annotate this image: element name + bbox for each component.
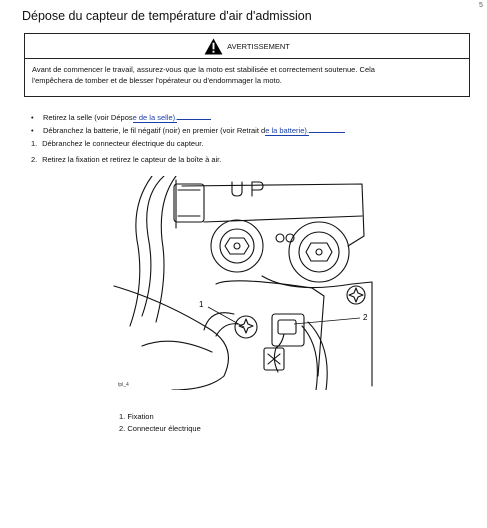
page-title: Dépose du capteur de température d'air d'admission xyxy=(22,9,312,23)
warning-label: AVERTISSEMENT xyxy=(227,41,290,51)
warning-text-line: l'empêchera de tomber et de blesser l'opérateur ou d'endommager la moto. xyxy=(32,76,282,85)
legend-label: Fixation xyxy=(127,412,154,421)
step-number: 2. xyxy=(31,155,38,164)
seat-removal-link[interactable]: e de la selle). xyxy=(132,113,178,122)
step-text: Retirez la fixation et retirez le capteur de la boîte à air. xyxy=(42,155,222,164)
warning-text-line: Avant de commencer le travail, assurez-vous que la moto est stabilisée et correctement soutenue. Cela xyxy=(32,65,375,74)
step-marker: • xyxy=(31,126,34,135)
step-number: 1. xyxy=(31,139,38,148)
link-underline xyxy=(309,124,345,133)
step-text: Débranchez le connecteur électrique du capteur. xyxy=(42,139,204,148)
legend-number: 1. xyxy=(119,412,126,421)
procedure-steps xyxy=(31,111,345,166)
warning-triangle-icon xyxy=(204,38,223,55)
page-corner-mark: 5 xyxy=(479,2,483,9)
warning-text xyxy=(25,59,469,86)
battery-removal-link[interactable]: e la batterie). xyxy=(265,126,309,135)
sensor-location-illustration xyxy=(112,176,374,390)
legend-number: 2. xyxy=(119,424,126,433)
callout-2: 2 xyxy=(363,313,368,322)
callout-1: 1 xyxy=(199,300,204,309)
step-disconnect-connector xyxy=(31,137,345,150)
link-underline xyxy=(177,111,211,120)
step-disconnect-battery xyxy=(31,124,345,137)
legend-label: Connecteur électrique xyxy=(127,424,201,433)
figure-code: tpl_4 xyxy=(118,382,129,388)
step-text: Débranchez la batterie, le fil négatif (noir) en premier (voir Retrait d xyxy=(43,126,266,135)
step-text: Retirez la selle (voir Dépos xyxy=(43,113,133,122)
step-marker: • xyxy=(31,113,34,122)
step-remove-sensor xyxy=(31,153,345,166)
warning-box xyxy=(24,33,470,97)
figure-legend xyxy=(119,411,201,435)
warning-header xyxy=(25,34,469,59)
step-remove-seat xyxy=(31,111,345,124)
legend-item-fixation xyxy=(119,411,201,423)
legend-item-connector xyxy=(119,423,201,435)
